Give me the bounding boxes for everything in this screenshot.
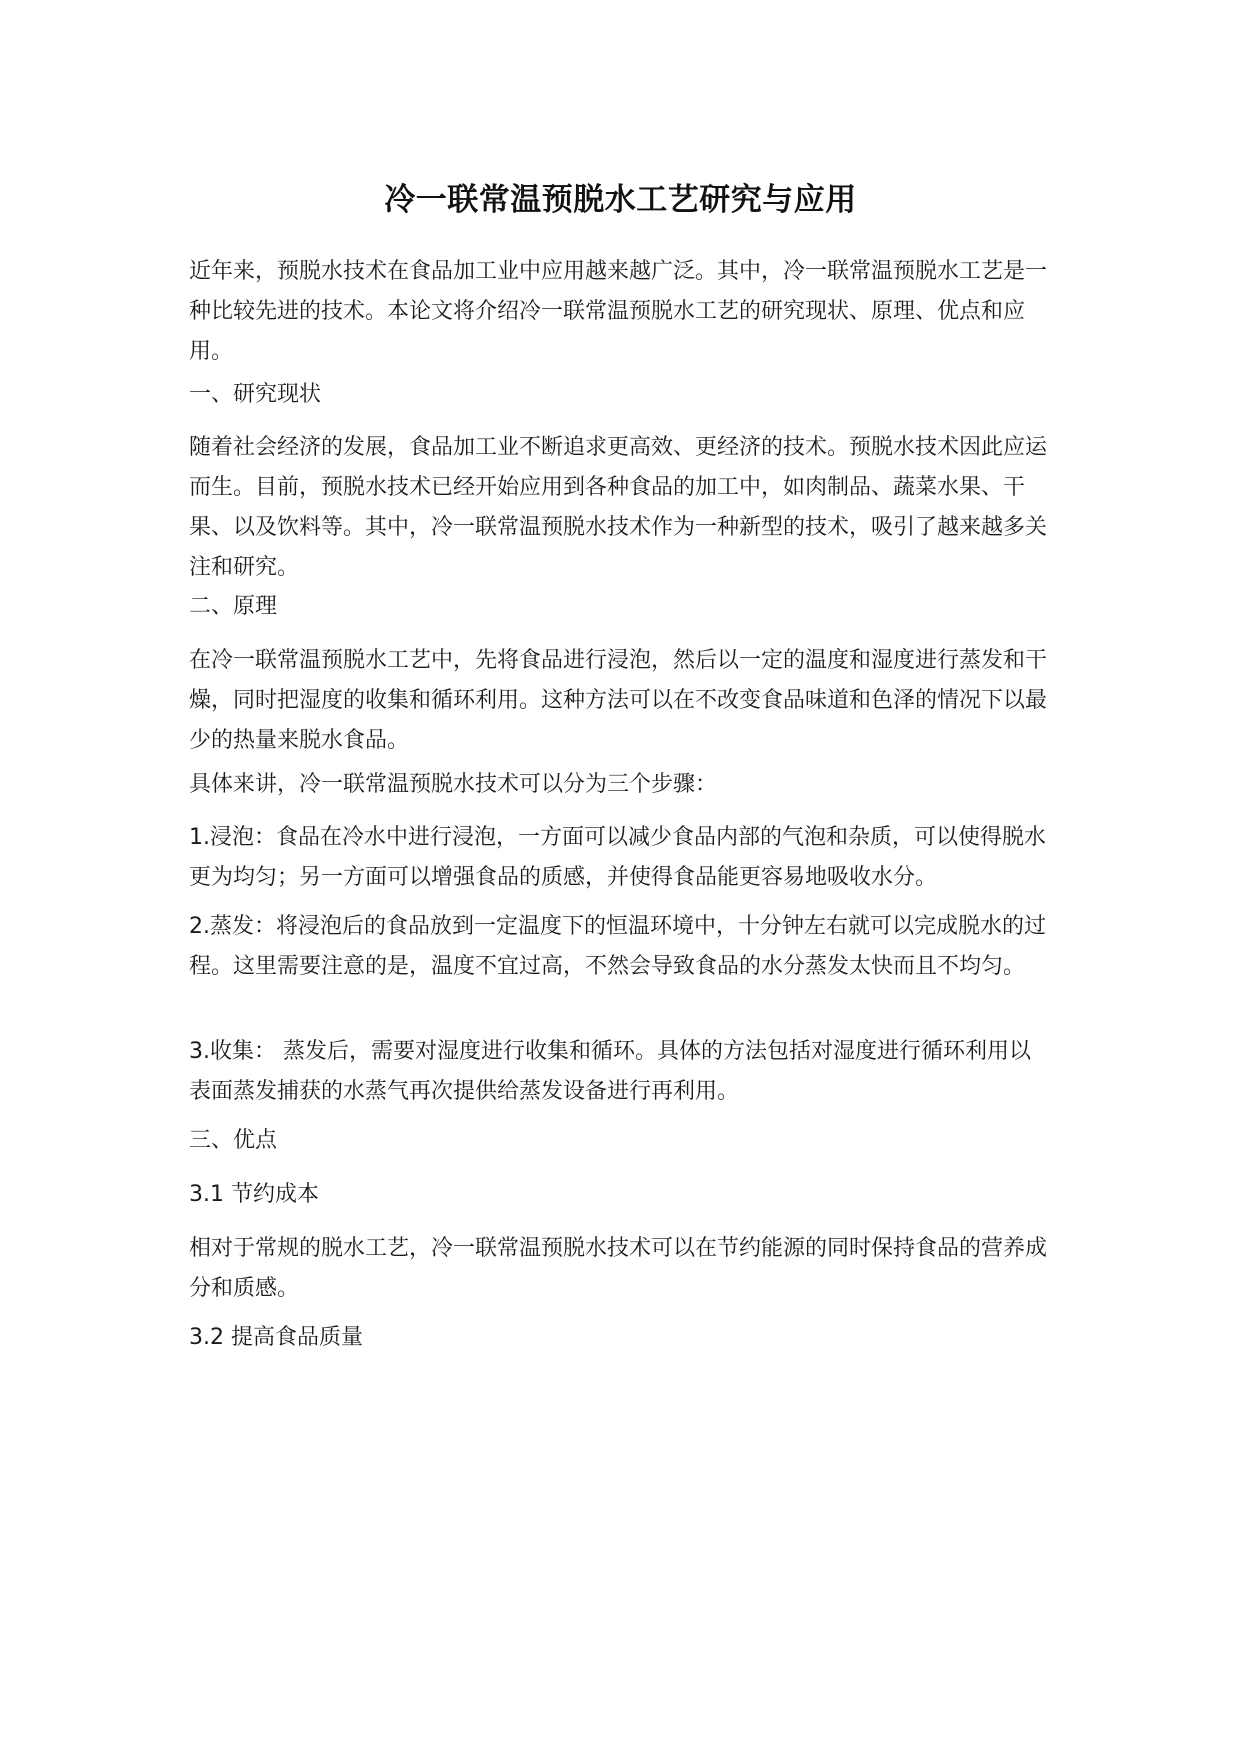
subheading-improve-quality: 3.2 提高食品质量 <box>189 1325 363 1350</box>
subheading-cost-saving: 3.1 节约成本 <box>189 1182 319 1207</box>
section-heading-principle: 二、原理 <box>189 594 278 619</box>
cost-saving-paragraph: 相对于常规的脱水工艺，冷一联常温预脱水技术可以在节约能源的同时保持食品的营养成分和质感。 <box>189 1236 1048 1301</box>
intro-paragraph: 近年来，预脱水技术在食品加工业中应用越来越广泛。其中，冷一联常温预脱水工艺是一种比较先进的技术。本论文将介绍冷一联常温预脱水工艺的研究现状、原理、优点和应用。 <box>189 259 1048 364</box>
step-evaporate-paragraph: 2.蒸发：将浸泡后的食品放到一定温度下的恒温环境中，十分钟左右就可以完成脱水的过程。这里需要注意的是，温度不宜过高，不然会导致食品的水分蒸发太快而且不均匀。 <box>189 914 1046 979</box>
step-collect-paragraph: 3.收集： 蒸发后，需要对湿度进行收集和循环。具体的方法包括对湿度进行循环利用以表面蒸发捕获的水蒸气再次提供给蒸发设备进行再利用。 <box>189 1039 1031 1104</box>
step-soak-paragraph: 1.浸泡：食品在冷水中进行浸泡，一方面可以减少食品内部的气泡和杂质，可以使得脱水更为均匀；另一方面可以增强食品的质感，并使得食品能更容易地吸收水分。 <box>189 825 1046 890</box>
research-status-paragraph: 随着社会经济的发展，食品加工业不断追求更高效、更经济的技术。预脱水技术因此应运而生。目前，预脱水技术已经开始应用到各种食品的加工中，如肉制品、蔬菜水果、干果、以及饮料等。其中，冷一联常温预脱水技术作为一种新型的技术，吸引了越来越多关注和研究。 <box>189 435 1048 580</box>
section-heading-advantages: 三、优点 <box>189 1128 278 1153</box>
principle-paragraph: 在冷一联常温预脱水工艺中，先将食品进行浸泡，然后以一定的温度和湿度进行蒸发和干燥，同时把湿度的收集和循环利用。这种方法可以在不改变食品味道和色泽的情况下以最少的热量来脱水食品。 <box>189 648 1048 753</box>
steps-intro-paragraph: 具体来讲，冷一联常温预脱水技术可以分为三个步骤： <box>189 772 718 797</box>
section-heading-research-status: 一、研究现状 <box>189 382 322 407</box>
page-title: 冷一联常温预脱水工艺研究与应用 <box>384 182 857 218</box>
